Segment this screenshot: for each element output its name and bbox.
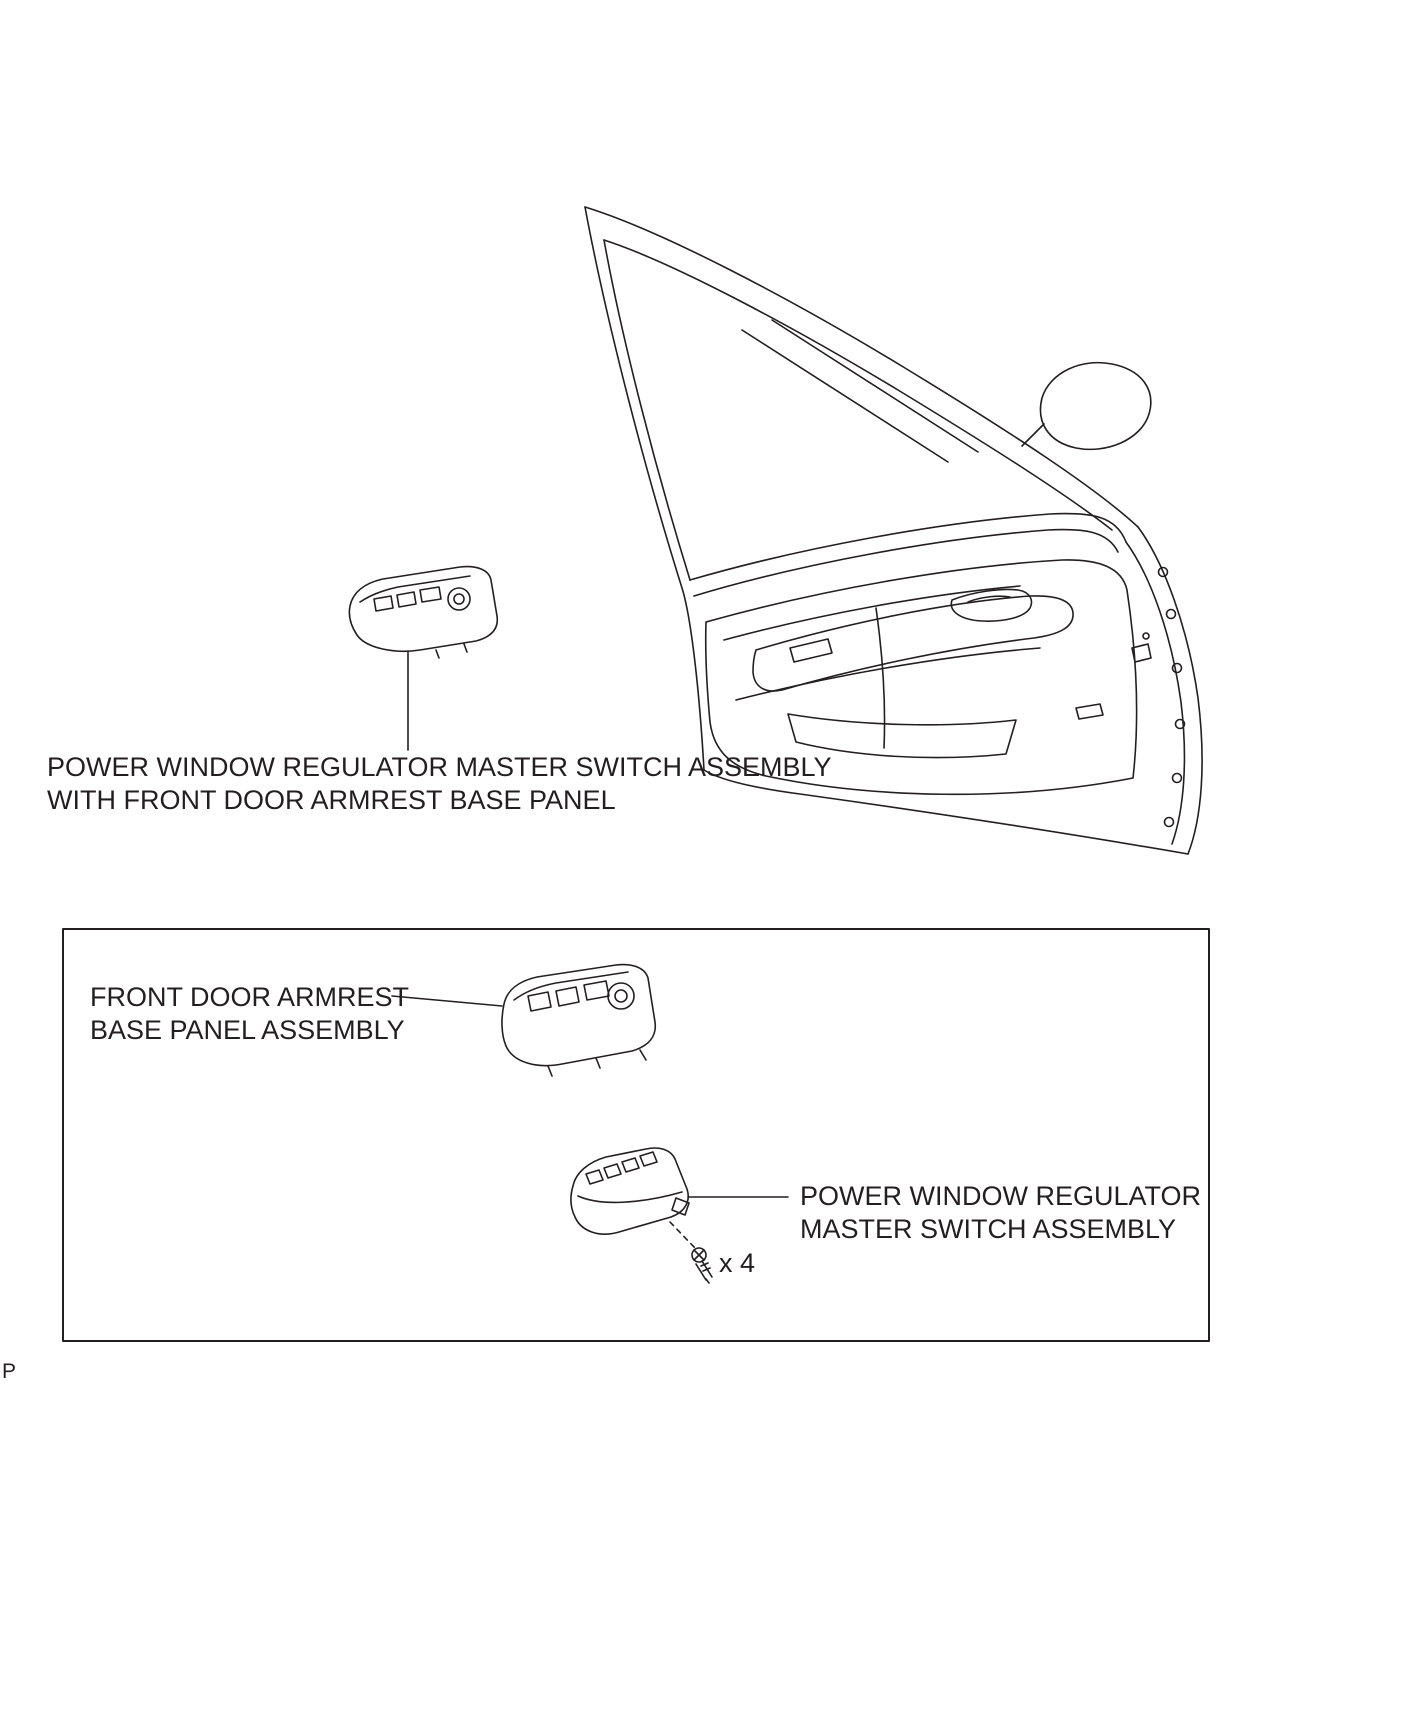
power-window-master-switch-illustration — [571, 1148, 689, 1234]
callout-armrest-panel — [90, 981, 409, 1047]
callout-main — [47, 751, 832, 817]
screw-dashed-leader-line — [670, 1222, 695, 1248]
callout-master-switch-line1: POWER WINDOW REGULATOR — [800, 1181, 1202, 1211]
screw-quantity-label: x 4 — [719, 1248, 756, 1278]
callout-master-switch-line2: MASTER SWITCH ASSEMBLY — [800, 1214, 1177, 1244]
callout-main-line2: WITH FRONT DOOR ARMREST BASE PANEL — [47, 785, 616, 815]
screw-illustration — [692, 1248, 712, 1283]
page-corner-mark: P — [2, 1360, 17, 1383]
callout-armrest-panel-line1: FRONT DOOR ARMREST — [90, 982, 410, 1012]
callout-master-switch — [800, 1180, 1201, 1246]
front-door-armrest-base-panel-illustration — [502, 965, 655, 1076]
callout-armrest-panel-line2: BASE PANEL ASSEMBLY — [90, 1015, 405, 1045]
callout-main-line1: POWER WINDOW REGULATOR MASTER SWITCH ASSEMBLY — [47, 752, 832, 782]
master-switch-with-armrest-base-panel-illustration — [349, 567, 497, 658]
